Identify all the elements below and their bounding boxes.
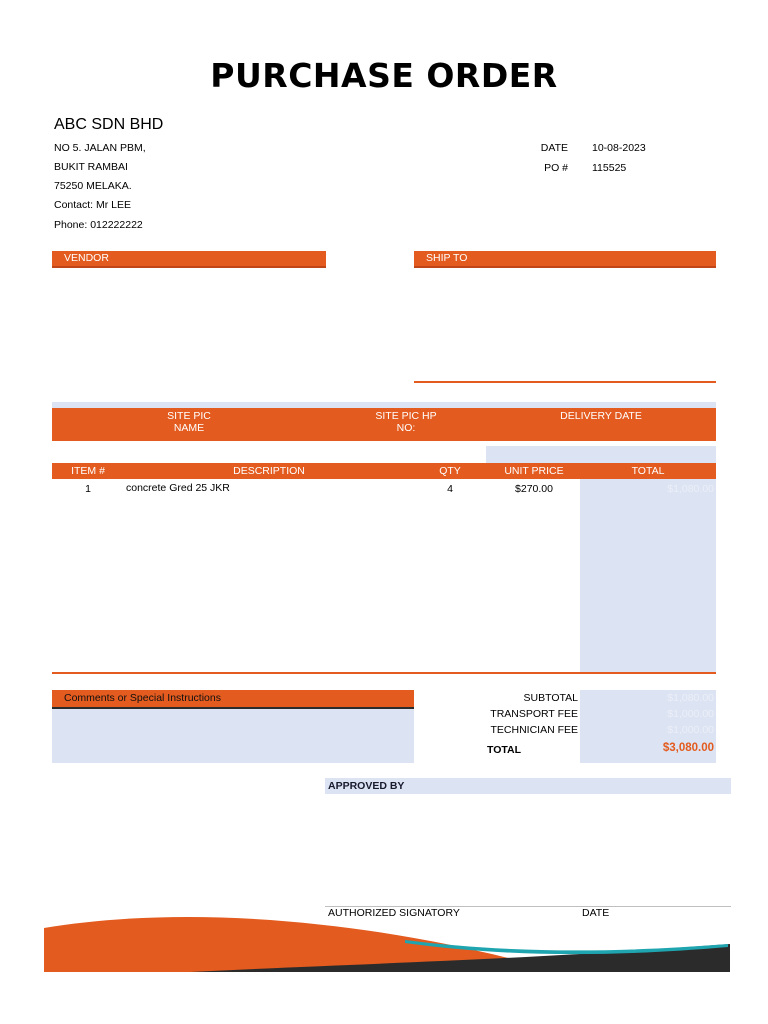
comments-header: [52, 690, 414, 707]
total-column-bg: [580, 479, 716, 672]
company-name: ABC SDN BHD: [54, 116, 164, 133]
po-value: 115525: [592, 162, 627, 174]
vendor-underline: [52, 266, 326, 268]
delivery-date-value-cell: [486, 446, 716, 463]
transport-fee-label: TRANSPORT FEE: [490, 708, 578, 720]
site-header: [52, 408, 716, 441]
row-unit-price: $270.00: [515, 483, 553, 495]
authorized-signatory-label: AUTHORIZED SIGNATORY: [328, 907, 460, 919]
ship-to-header: [414, 251, 716, 266]
row-item-number: 1: [85, 483, 91, 495]
signature-date-label: DATE: [582, 907, 610, 919]
delivery-date-label: DELIVERY DATE: [560, 410, 642, 422]
company-address-line3: 75250 MELAKA.: [54, 180, 132, 192]
header-total: TOTAL: [631, 465, 665, 477]
header-unit-price: UNIT PRICE: [504, 465, 564, 477]
ship-to-underline: [414, 266, 716, 268]
comments-label: Comments or Special Instructions: [64, 692, 221, 704]
company-address-line1: NO 5. JALAN PBM,: [54, 142, 146, 154]
total-label: TOTAL: [487, 744, 522, 756]
site-pic-hp-label: SITE PIC HP NO:: [375, 410, 437, 434]
vendor-header: [52, 251, 326, 266]
site-pic-name-label: SITE PIC NAME: [167, 410, 211, 434]
items-header: [52, 463, 716, 479]
technician-fee-label: TECHNICIAN FEE: [490, 724, 578, 736]
header-description: DESCRIPTION: [233, 465, 305, 477]
ship-to-label: SHIP TO: [426, 252, 468, 264]
company-address-line2: BUKIT RAMBAI: [54, 161, 128, 173]
date-value: 10-08-2023: [592, 142, 646, 154]
page-title: PURCHASE ORDER: [210, 56, 558, 95]
transport-fee-value: $1,000.00: [667, 708, 714, 720]
comments-box[interactable]: [52, 709, 414, 763]
subtotal-value: $1,080.00: [667, 692, 714, 704]
total-value: $3,080.00: [662, 742, 714, 754]
row-description: concrete Gred 25 JKR: [126, 482, 230, 494]
vendor-label: VENDOR: [64, 252, 109, 264]
company-contact: Contact: Mr LEE: [54, 199, 132, 211]
header-qty: QTY: [439, 465, 461, 477]
approved-by-label: APPROVED BY: [328, 780, 405, 792]
footer-wave-graphic: [0, 900, 768, 980]
company-phone: Phone: 012222222: [54, 219, 143, 231]
subtotal-label: SUBTOTAL: [523, 692, 578, 704]
po-label: PO #: [544, 162, 568, 174]
technician-fee-value: $1,000.00: [667, 724, 714, 736]
ship-to-bottom-line: [414, 381, 716, 383]
approved-by-bar: [325, 778, 731, 794]
table-bottom-line: [52, 672, 716, 674]
header-item: ITEM #: [71, 465, 105, 477]
date-label: DATE: [540, 142, 568, 154]
row-total: $1,080.00: [667, 483, 714, 495]
row-qty: 4: [447, 483, 453, 495]
